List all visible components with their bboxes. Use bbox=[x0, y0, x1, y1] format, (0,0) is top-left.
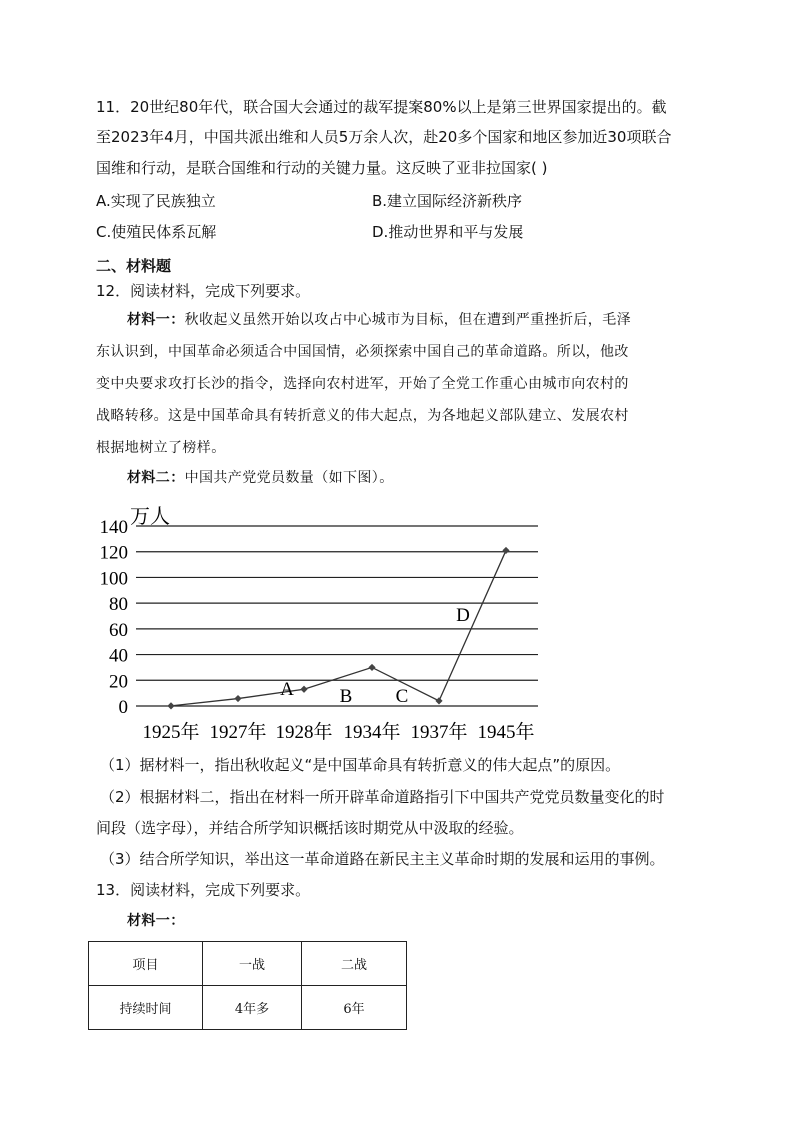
chart-y-tick-label: 20 bbox=[109, 671, 128, 693]
chart-y-tick-label: 140 bbox=[99, 517, 128, 538]
q13-intro: 13．阅读材料，完成下列要求。 bbox=[96, 881, 311, 899]
chart-x-tick-label: 1928年 bbox=[275, 722, 333, 743]
q12-material-1-line-4: 战略转移。这是中国革命具有转折意义的伟大起点，为各地起义部队建立、发展农村 bbox=[96, 408, 629, 424]
war-comparison-table bbox=[88, 941, 407, 1030]
q11-line-2: 至2023年4月，中国共派出维和人员5万余人次，赴20多个国家和地区参加近30项联合 bbox=[96, 128, 672, 146]
chart-x-tick-label: 1945年 bbox=[477, 722, 535, 743]
q12-sub-2-line-2: 间段（选字母），并结合所学知识概括该时期党从中汲取的经验。 bbox=[96, 819, 524, 837]
chart-y-tick-label: 60 bbox=[109, 619, 128, 641]
chart-series-line bbox=[171, 550, 506, 705]
chart-y-tick-label: 0 bbox=[118, 697, 128, 718]
q12-material-1-line-1: 材料一：秋收起义虽然开始以攻占中心城市为目标，但在遭到严重挫折后，毛泽 bbox=[127, 312, 632, 328]
chart-x-tick-label: 1937年 bbox=[410, 722, 468, 743]
q11-line-1: 11．20世纪80年代，联合国大会通过的裁军提案80%以上是第三世界国家提出的。截 bbox=[96, 98, 667, 116]
q12-material-1-label: 材料一： bbox=[127, 312, 185, 328]
chart-y-tick-label: 40 bbox=[109, 645, 128, 667]
q12-material-2-line: 材料二：中国共产党党员数量（如下图）。 bbox=[127, 470, 394, 486]
chart-data-point bbox=[167, 702, 174, 709]
chart-data-point bbox=[368, 664, 375, 671]
chart-y-ticks bbox=[100, 517, 129, 718]
chart-annotations bbox=[280, 605, 470, 707]
chart-data-point bbox=[234, 695, 241, 702]
chart-y-tick-label: 120 bbox=[99, 542, 128, 564]
q11-option-a[interactable]: A.实现了民族独立 bbox=[96, 192, 216, 210]
party-membership-chart bbox=[88, 495, 558, 745]
section-title: 二、材料题 bbox=[96, 257, 172, 275]
table-header-cell: 二战 bbox=[302, 942, 407, 986]
chart-y-label: 万人 bbox=[130, 506, 170, 528]
table-cell: 6年 bbox=[302, 986, 407, 1030]
q11-option-b[interactable]: B.建立国际经济新秩序 bbox=[372, 192, 523, 210]
chart-x-tick-label: 1934年 bbox=[343, 722, 401, 743]
table-cell: 持续时间 bbox=[89, 986, 203, 1030]
chart-data-point bbox=[435, 697, 442, 704]
q11-option-c[interactable]: C.使殖民体系瓦解 bbox=[96, 223, 217, 241]
q12-material-1-line-3: 变中央要求攻打长沙的指令，选择向农村进军，开始了全党工作重心由城市向农村的 bbox=[96, 376, 629, 392]
chart-markers bbox=[167, 547, 509, 710]
chart-segment-label: D bbox=[456, 605, 470, 626]
q11-option-d[interactable]: D.推动世界和平与发展 bbox=[372, 223, 524, 241]
chart-segment-label: B bbox=[339, 686, 353, 707]
q12-sub-1: （1）据材料一，指出秋收起义“是中国革命具有转折意义的伟大起点”的原因。 bbox=[100, 756, 621, 774]
table-header-cell: 一战 bbox=[203, 942, 302, 986]
chart-data-point bbox=[300, 686, 307, 693]
q13-material-1-label: 材料一： bbox=[127, 913, 185, 929]
chart-y-tick-label: 100 bbox=[99, 568, 128, 590]
q12-intro: 12．阅读材料，完成下列要求。 bbox=[96, 282, 311, 300]
chart-y-tick-label: 80 bbox=[109, 594, 128, 616]
table-row bbox=[89, 986, 407, 1030]
q12-material-2-label: 材料二： bbox=[127, 470, 185, 486]
chart-data-point bbox=[502, 547, 509, 554]
q11-line-3: 国维和行动，是联合国维和行动的关键力量。这反映了亚非拉国家( ) bbox=[96, 159, 548, 177]
q12-sub-3: （3）结合所学知识，举出这一革命道路在新民主主义革命时期的发展和运用的事例。 bbox=[100, 850, 665, 868]
q12-material-1-line-2: 东认识到，中国革命必须适合中国国情，必须探索中国自己的革命道路。所以，他改 bbox=[96, 344, 629, 360]
table-header-row bbox=[89, 942, 407, 986]
table-cell: 4年多 bbox=[203, 986, 302, 1030]
table-header-cell: 项目 bbox=[89, 942, 203, 986]
chart-x-ticks bbox=[142, 721, 534, 743]
q12-sub-2-line-1: （2）根据材料二，指出在材料一所开辟革命道路指引下中国共产党党员数量变化的时 bbox=[100, 788, 665, 806]
chart-segment-label: C bbox=[395, 686, 409, 707]
chart-x-tick-label: 1927年 bbox=[209, 722, 267, 743]
chart-x-tick-label: 1925年 bbox=[142, 722, 200, 743]
q12-material-1-line-5: 根据地树立了榜样。 bbox=[96, 440, 226, 456]
chart-segment-label: A bbox=[280, 679, 294, 700]
